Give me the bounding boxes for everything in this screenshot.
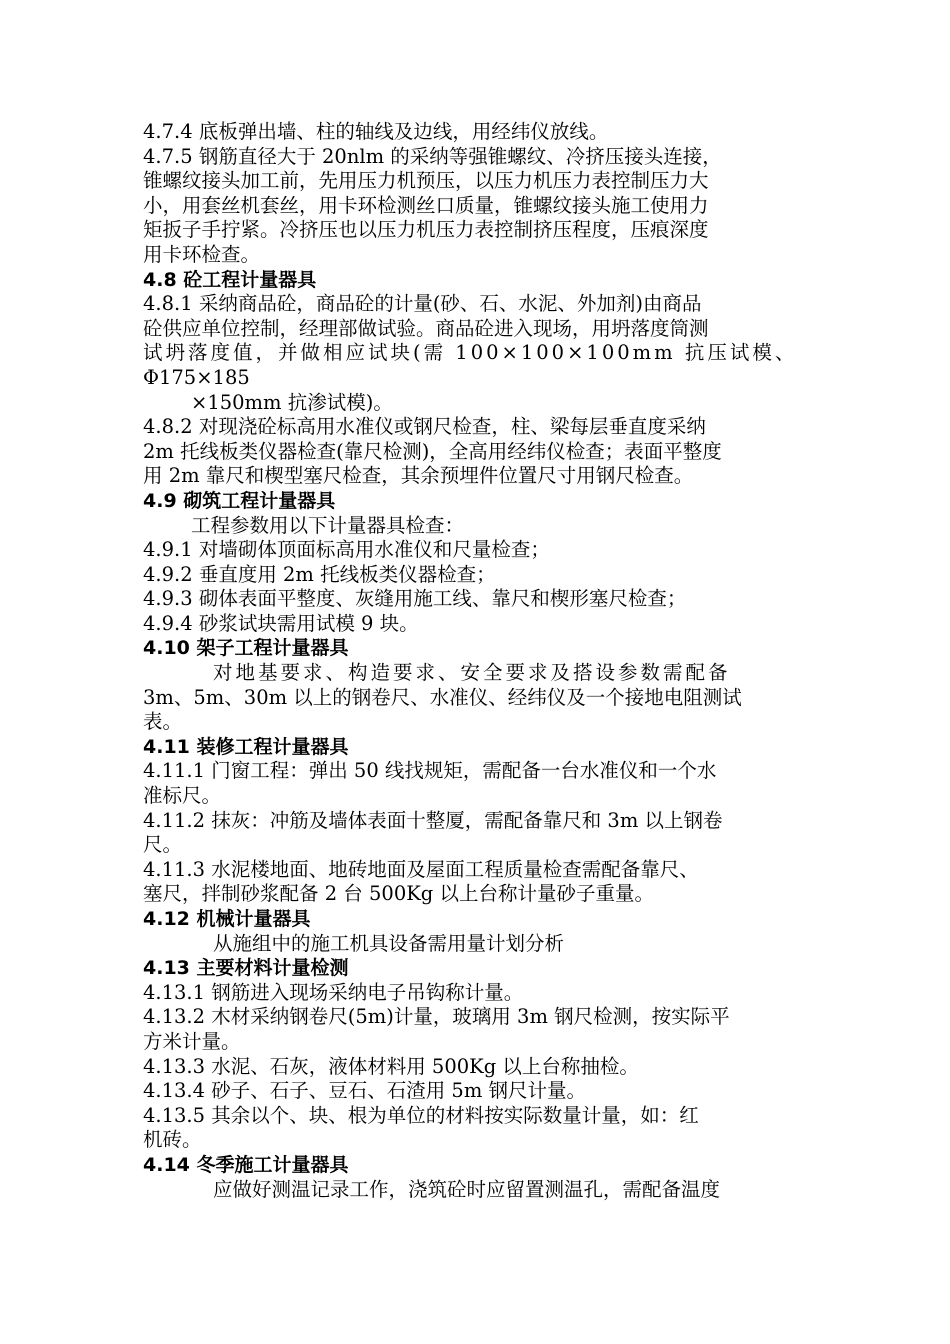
text-line: 4.11.1 门窗工程：弹出 50 线找规矩，需配备一台水准仪和一个水 — [143, 759, 717, 783]
text-line: 准标尺。 — [143, 784, 222, 808]
text-line: 表。 — [143, 710, 183, 734]
section-heading: 4.14 冬季施工计量器具 — [143, 1153, 349, 1176]
text-line: 用 2m 靠尺和楔型塞尺检查，其余预埋件位置尺寸用钢尺检查。 — [143, 464, 694, 488]
text-line: 3m、5m、30m 以上的钢卷尺、水准仪、经纬仪及一个接地电阻测试 — [143, 685, 742, 709]
text-line: 4.13.1 钢筋进入现场采纳电子吊钩称计量。 — [143, 980, 524, 1004]
section-heading: 4.13 主要材料计量检测 — [143, 957, 349, 980]
text-line: 试坍落度值，并做相应试块(需 100×100×100mm 抗压试模、 — [143, 341, 798, 365]
text-line: 4.13.3 水泥、石灰，液体材料用 500Kg 以上台称抽检。 — [143, 1054, 639, 1078]
section-heading: 4.11 装修工程计量器具 — [143, 735, 349, 758]
text-line: ×150mm 抗渗试模)。 — [191, 390, 393, 414]
text-line: 塞尺，拌制砂浆配备 2 台 500Kg 以上台称计量砂子重量。 — [143, 882, 654, 906]
text-line: 工程参数用以下计量器具检查： — [191, 513, 465, 537]
text-line: Φ175×185 — [143, 365, 250, 389]
text-line: 方米计量。 — [143, 1029, 241, 1053]
text-line: 4.9.1 对墙砌体顶面标高用水准仪和尺量检查； — [143, 538, 550, 562]
text-line: 2m 托线板类仪器检查(靠尺检测)，全高用经纬仪检查；表面平整度 — [143, 439, 722, 463]
text-line: 4.9.2 垂直度用 2m 托线板类仪器检查； — [143, 562, 496, 586]
section-heading: 4.8 砼工程计量器具 — [143, 268, 317, 291]
text-line: 用卡环检查。 — [143, 242, 261, 266]
text-line: 应做好测温记录工作，浇筑砼时应留置测温孔，需配备温度 — [213, 1177, 721, 1201]
text-line: 小，用套丝机套丝，用卡环检测丝口质量，锥螺纹接头施工使用力 — [143, 193, 709, 217]
text-line: 4.13.4 砂子、石子、豆石、石渣用 5m 钢尺计量。 — [143, 1079, 587, 1103]
text-line: 尺。 — [143, 833, 183, 857]
text-line: 矩扳子手拧紧。冷挤压也以压力机压力表控制挤压程度，压痕深度 — [143, 218, 709, 242]
section-heading: 4.12 机械计量器具 — [143, 908, 311, 930]
section-heading: 4.9 砌筑工程计量器具 — [143, 489, 336, 512]
text-line: 锥螺纹接头加工前，先用压力机预压，以压力机压力表控制压力大 — [143, 169, 709, 193]
text-line: 4.7.5 钢筋直径大于 20nlm 的采纳等强锥螺纹、冷挤压接头连接， — [143, 144, 722, 168]
text-line: 4.7.4 底板弹出墙、柱的轴线及边线，用经纬仪放线。 — [143, 120, 609, 143]
text-line: 4.8.1 采纳商品砼，商品砼的计量(砂、石、水泥、外加剂)由商品 — [143, 292, 702, 316]
text-line: 4.9.3 砌体表面平整度、灰缝用施工线、靠尺和楔形塞尺检查； — [143, 587, 687, 611]
text-line: 机砖。 — [143, 1128, 202, 1152]
text-line: 4.8.2 对现浇砼标高用水准仪或钢尺检查，柱、梁每层垂直度采纳 — [143, 415, 706, 439]
document-page — [143, 120, 815, 1202]
text-line: 4.11.3 水泥楼地面、地砖地面及屋面工程质量检查需配备靠尺、 — [143, 857, 699, 881]
text-line: 4.13.5 其余以个、块、根为单位的材料按实际数量计量，如：红 — [143, 1103, 699, 1127]
text-line: 从施组中的施工机具设备需用量计划分析 — [213, 931, 565, 955]
section-heading: 4.10 架子工程计量器具 — [143, 637, 349, 660]
text-line: 4.13.2 木材采纳钢卷尺(5m)计量，玻璃用 3m 钢尺检测，按实际平 — [143, 1005, 730, 1029]
text-line: 对地基要求、构造要求、安全要求及搭设参数需配备 — [213, 661, 731, 685]
text-line: 砼供应单位控制，经理部做试验。商品砼进入现场，用坍落度筒测 — [143, 316, 709, 340]
text-line: 4.11.2 抹灰：冲筋及墙体表面十整厦，需配备靠尺和 3m 以上钢卷 — [143, 808, 723, 832]
text-line: 4.9.4 砂浆试块需用试模 9 块。 — [143, 611, 419, 635]
